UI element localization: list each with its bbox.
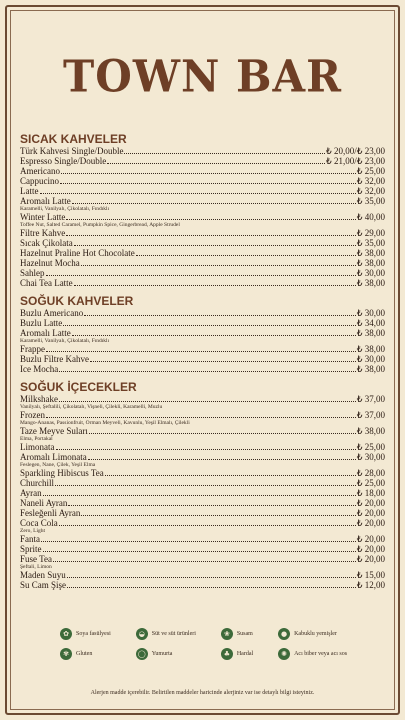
item-price: ₺ 32,00 <box>356 186 385 196</box>
item-options: Şeftali, Limon <box>20 564 52 570</box>
menu-item <box>20 328 385 338</box>
item-price: ₺ 40,00 <box>356 212 385 222</box>
dot-leader <box>67 587 356 588</box>
item-price: ₺ 20,00 <box>356 534 385 544</box>
dot-leader <box>84 315 356 316</box>
dot-leader <box>41 541 356 542</box>
legend-label: Süt ve süt ürünleri <box>151 631 196 637</box>
item-name: Taze Meyve Suları <box>20 426 88 436</box>
dot-leader <box>60 183 356 184</box>
item-name: Aromalı Latte <box>20 328 71 338</box>
section-title: SOĞUK KAHVELER <box>20 294 134 308</box>
item-price: ₺ 37,00 <box>356 394 385 404</box>
egg-icon: ◯ <box>136 648 148 660</box>
item-price: ₺ 30,00 <box>356 354 385 364</box>
dot-leader <box>59 401 356 402</box>
dot-leader <box>46 275 356 276</box>
item-options: Feslegen, Nane, Çilek, Yeşil Elma <box>20 462 96 468</box>
legend-label: Susam <box>236 631 253 637</box>
dot-leader <box>55 485 356 486</box>
legend-item <box>221 648 266 660</box>
menu-content <box>20 132 385 590</box>
dot-leader <box>124 153 325 154</box>
menu-item <box>20 570 385 580</box>
dot-leader <box>81 265 356 266</box>
dot-leader <box>40 193 356 194</box>
item-price: ₺ 30,00 <box>356 268 385 278</box>
legend-label: Hardal <box>236 651 254 657</box>
menu-item <box>20 278 385 288</box>
dot-leader <box>107 163 325 164</box>
item-name: Aromalı Limonata <box>20 452 87 462</box>
dot-leader <box>74 285 356 286</box>
item-name: Sparkling Hibiscus Tea <box>20 468 104 478</box>
dot-leader <box>74 245 356 246</box>
item-name: Sprite <box>20 544 42 554</box>
allergen-legend <box>60 628 360 660</box>
item-name: Buzlu Latte <box>20 318 63 328</box>
menu-item <box>20 146 385 156</box>
dot-leader <box>89 433 356 434</box>
dot-leader <box>46 417 356 418</box>
item-price: ₺ 38,00 <box>356 278 385 288</box>
menu-item <box>20 364 385 374</box>
item-name: Fuse Tea <box>20 554 52 564</box>
menu-item <box>20 268 385 278</box>
legend-item <box>278 648 360 660</box>
item-price: ₺ 34,00 <box>356 318 385 328</box>
menu-item <box>20 258 385 268</box>
dot-leader <box>46 351 356 352</box>
menu-item <box>20 308 385 318</box>
item-name: Naneli Ayran <box>20 498 68 508</box>
dot-leader <box>43 551 356 552</box>
menu-item <box>20 488 385 498</box>
dot-leader <box>67 577 356 578</box>
item-name: Aromalı Latte <box>20 196 71 206</box>
item-price: ₺ 32,00 <box>356 176 385 186</box>
item-name: Limonata <box>20 442 55 452</box>
item-name: Hazelnut Praline Hot Chocolate <box>20 248 135 258</box>
item-options: Vanilyalı, Şeftalili, Çikolatalı, Vişneli, Çilekli, Karamelli, Muzlu <box>20 404 163 410</box>
menu-item <box>20 410 385 420</box>
item-options: Zero, Light <box>20 528 46 534</box>
dot-leader <box>81 515 355 516</box>
item-name: Hazelnut Mocha <box>20 258 80 268</box>
sesame-icon: ❀ <box>221 628 233 640</box>
menu-item <box>20 186 385 196</box>
dot-leader <box>88 459 356 460</box>
legend-label: Kabuklu yemişler <box>294 631 337 637</box>
item-name: Fanta <box>20 534 40 544</box>
item-price: ₺ 29,00 <box>356 228 385 238</box>
item-price: ₺ 28,00 <box>356 468 385 478</box>
menu-item <box>20 478 385 488</box>
item-name: Americano <box>20 166 60 176</box>
item-name: Sıcak Çikolata <box>20 238 73 248</box>
item-price: ₺ 38,00 <box>356 328 385 338</box>
soy-icon: ✿ <box>60 628 72 640</box>
item-price: ₺ 18,00 <box>356 488 385 498</box>
item-price: ₺ 20,00 <box>356 518 385 528</box>
mustard-icon: ♣ <box>221 648 233 660</box>
menu-item <box>20 394 385 404</box>
menu-item <box>20 518 385 528</box>
item-options: Karamelli, Vanilyalı, Çikolatalı, Fındıklı <box>20 338 110 344</box>
section-title: SOĞUK İÇECEKLER <box>20 380 137 394</box>
legend-item <box>221 628 266 640</box>
menu-item <box>20 156 385 166</box>
item-name: Latte <box>20 186 39 196</box>
dot-leader <box>90 361 356 362</box>
item-price: ₺ 38,00 <box>356 344 385 354</box>
dot-leader <box>43 495 356 496</box>
item-name: Su Cam Şişe <box>20 580 67 590</box>
menu-item <box>20 228 385 238</box>
menu-item <box>20 318 385 328</box>
dot-leader <box>63 325 356 326</box>
item-price: ₺ 38,00 <box>356 364 385 374</box>
menu-item <box>20 508 385 518</box>
menu-item <box>20 544 385 554</box>
menu-title: TOWN BAR <box>62 50 342 103</box>
milk-icon: ◒ <box>136 628 148 640</box>
item-name: Churchill <box>20 478 54 488</box>
item-options: Elma, Portakal <box>20 436 53 442</box>
item-price: ₺ 25,00 <box>356 442 385 452</box>
item-name: Winter Latte <box>20 212 66 222</box>
dot-leader <box>66 219 355 220</box>
item-name: Milkshake <box>20 394 58 404</box>
item-price: ₺ 21,00/₺ 23,00 <box>326 156 385 166</box>
item-price: ₺ 20,00 <box>356 498 385 508</box>
menu-item <box>20 452 385 462</box>
item-price: ₺ 35,00 <box>356 238 385 248</box>
menu-item <box>20 580 385 590</box>
legend-item <box>60 628 124 640</box>
dot-leader <box>56 449 356 450</box>
menu-item <box>20 248 385 258</box>
item-name: Sahlep <box>20 268 45 278</box>
item-price: ₺ 20,00 <box>356 508 385 518</box>
menu-item <box>20 238 385 248</box>
item-name: Buzlu Filtre Kahve <box>20 354 89 364</box>
legend-label: Soya fasülyesi <box>76 631 111 637</box>
item-name: Ice Mocha <box>20 364 59 374</box>
dot-leader <box>136 255 356 256</box>
menu-item <box>20 344 385 354</box>
item-price: ₺ 30,00 <box>356 308 385 318</box>
dot-leader <box>53 561 356 562</box>
item-name: Filtre Kahve <box>20 228 66 238</box>
dot-leader <box>105 475 356 476</box>
item-price: ₺ 35,00 <box>356 196 385 206</box>
item-price: ₺ 38,00 <box>356 248 385 258</box>
legend-label: Acı biber veya acı sos <box>294 651 348 657</box>
menu-item <box>20 426 385 436</box>
dot-leader <box>59 371 356 372</box>
item-name: Chai Tea Latte <box>20 278 73 288</box>
item-name: Fesleğenli Ayran <box>20 508 81 518</box>
item-price: ₺ 20,00 <box>356 544 385 554</box>
menu-item <box>20 196 385 206</box>
gluten-icon: ✾ <box>60 648 72 660</box>
menu-item <box>20 468 385 478</box>
legend-item <box>278 628 360 640</box>
item-price: ₺ 30,00 <box>356 452 385 462</box>
item-price: ₺ 25,00 <box>356 478 385 488</box>
item-price: ₺ 38,00 <box>356 258 385 268</box>
legend-label: Gluten <box>76 651 93 657</box>
dot-leader <box>72 335 356 336</box>
item-name: Frozen <box>20 410 45 420</box>
item-name: Coca Cola <box>20 518 58 528</box>
item-name: Ayran <box>20 488 42 498</box>
item-price: ₺ 15,00 <box>356 570 385 580</box>
menu-item <box>20 554 385 564</box>
item-price: ₺ 38,00 <box>356 426 385 436</box>
item-options: Toffee Nut, Salted Caramel, Pumpkin Spice, Gingerbread, Apple Strudel <box>20 222 180 228</box>
item-name: Türk Kahvesi Single/Double <box>20 146 124 156</box>
menu-item <box>20 212 385 222</box>
section-title: SICAK KAHVELER <box>20 132 127 146</box>
legend-item <box>60 648 124 660</box>
menu-item <box>20 442 385 452</box>
legend-item <box>136 648 209 660</box>
menu-item <box>20 166 385 176</box>
legend-item <box>136 628 209 640</box>
nut-icon: ● <box>278 628 290 640</box>
item-name: Maden Suyu <box>20 570 66 580</box>
dot-leader <box>66 235 356 236</box>
menu-item <box>20 176 385 186</box>
item-options: Karamelli, Vanilyalı, Çikolatalı, Fındıklı <box>20 206 110 212</box>
item-price: ₺ 12,00 <box>356 580 385 590</box>
item-options: Mango-Ananas, Passionfruit, Orman Meyveli, Kavunlu, Yeşil Elmalı, Çilekli <box>20 420 190 426</box>
item-price: ₺ 20,00 <box>356 554 385 564</box>
menu-item <box>20 498 385 508</box>
allergen-footer-note: Alerjen madde içerebilir. Belirtilen maddeler haricinde alerjiniz var ise detaylı bilgi isteyiniz. <box>90 690 315 696</box>
item-name: Frappe <box>20 344 45 354</box>
menu-item <box>20 354 385 364</box>
item-price: ₺ 20,00/₺ 23,00 <box>326 146 385 156</box>
menu-item <box>20 534 385 544</box>
legend-label: Yumurta <box>151 651 173 657</box>
dot-leader <box>72 203 356 204</box>
dot-leader <box>61 173 356 174</box>
item-price: ₺ 25,00 <box>356 166 385 176</box>
chili-icon: ✺ <box>278 648 290 660</box>
item-name: Cappucino <box>20 176 59 186</box>
dot-leader <box>59 525 356 526</box>
dot-leader <box>68 505 355 506</box>
item-price: ₺ 37,00 <box>356 410 385 420</box>
item-name: Espresso Single/Double <box>20 156 107 166</box>
item-name: Buzlu Americano <box>20 308 84 318</box>
